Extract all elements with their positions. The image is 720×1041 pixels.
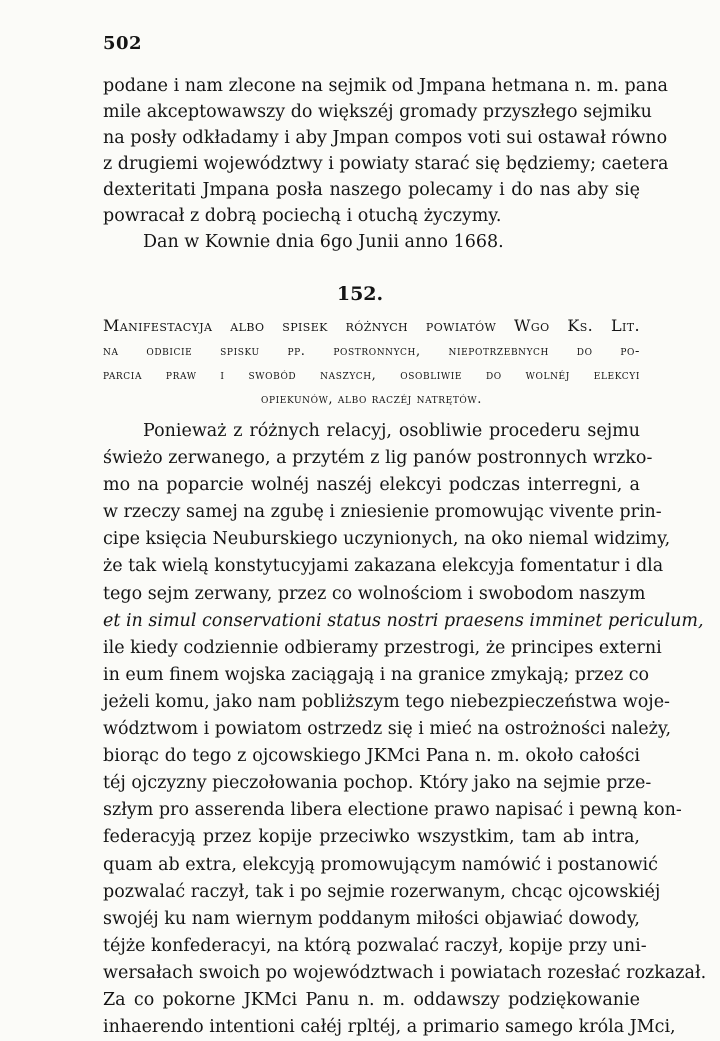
- text-line: in eum finem wojska zaciągają i na granice zmykają; przez co: [103, 664, 650, 685]
- text-line: téjże konfederacyi, na którą pozwalać raczył, kopije przy uni-: [103, 935, 647, 956]
- text-line: biorąc do tego z ojcowskiego JKMci Pana n. m. około całości: [103, 746, 640, 767]
- document-caption: [103, 312, 640, 412]
- text-line: tego sejm zerwany, przez co wolnościom i swobodom naszym: [103, 583, 646, 604]
- text-line: powracał z dobrą pociechą i otuchą życzymy.: [103, 206, 502, 226]
- text-line: mile akceptowawszy do większéj gromady przyszłego sejmiku: [103, 102, 652, 122]
- text-line: jeżeli komu, jako nam pobliższym tego niebezpieczeństwa woje-: [103, 691, 670, 712]
- text-line: że tak wielą konstytucyjami zakazana elekcyja fomentatur i dla: [103, 556, 664, 577]
- text-line: wersałach swoich po województwach i powiatach rozesłać rozkazał.: [103, 962, 707, 983]
- text-line: szłym pro asserenda libera electione prawo napisać i pewną kon-: [103, 800, 682, 821]
- text-line: inhaerendo intentioni całéj rpltéj, a primario samego króla JMci,: [103, 1017, 676, 1038]
- text-line: na posły odkładamy i aby Jmpan compos voti sui ostawał równo: [103, 128, 668, 148]
- text-line: świeżo zerwanego, a przytém z lig panów postronnych wrzko-: [103, 448, 653, 469]
- text-line: dexteritati Jmpana posła naszego polecamy i do nas aby się: [103, 180, 640, 200]
- caption-line: opiekunów, albo raczéj natrętów.: [260, 392, 482, 407]
- caption-line: na odbicie spisku pp. postronnych, niepotrzebnych do po-: [103, 344, 640, 359]
- text-line: z drugiemi województwy i powiaty starać się będziemy; caetera: [103, 154, 669, 174]
- main-paragraph: [103, 418, 707, 1041]
- text-line: mo na poparcie wolnéj naszéj elekcyi podczas interregni, a: [103, 475, 640, 496]
- text-line: federacyją przez kopije przeciwko wszystkim, tam ab intra,: [103, 827, 640, 848]
- text-line: wództwom i powiatom ostrzedz się i mieć na ostrożności należy,: [103, 719, 672, 740]
- text-line: swojéj ku nam wiernym poddanym miłości objawiać dowody,: [103, 908, 640, 929]
- caption-line: parcia praw i swobód naszych, osobliwie do wolnéj elekcyi: [103, 368, 640, 383]
- caption-line: Manifestacyja albo spisek różnych powiatów Wgo Ks. Lit.: [103, 316, 640, 335]
- dated-line: Dan w Kownie dnia 6go Junii anno 1668.: [143, 232, 504, 252]
- document-number: 152.: [336, 283, 384, 305]
- text-line: w rzeczy samej na zgubę i zniesienie promowując vivente prin-: [103, 502, 662, 523]
- page-number: 502: [103, 33, 143, 54]
- text-line: ile kiedy codziennie odbieramy przestrogi, że principes externi: [103, 637, 662, 658]
- text-line: Za co pokorne JKMci Panu n. m. oddawszy podziękowanie: [103, 989, 640, 1010]
- text-line: podane i nam zlecone na sejmik od Jmpana hetmana n. m. pana: [103, 76, 668, 96]
- text-line: Ponieważ z różnych relacyj, osobliwie procederu sejmu: [143, 421, 640, 441]
- text-line: quam ab extra, elekcyją promowującym namówić i postanowić: [103, 854, 658, 875]
- text-line: cipe księcia Neuburskiego uczynionych, na oko niemal widzimy,: [103, 529, 671, 550]
- text-line: et in simul conservationi status nostri praesens imminet periculum,: [103, 610, 704, 631]
- top-paragraph: [103, 73, 669, 255]
- text-line: téj ojczyzny pieczołowania pochop. Który jako na sejmie prze-: [103, 773, 652, 794]
- text-line: pozwalać raczył, tak i po sejmie rozerwanym, chcąc ojcowskiéj: [103, 881, 661, 902]
